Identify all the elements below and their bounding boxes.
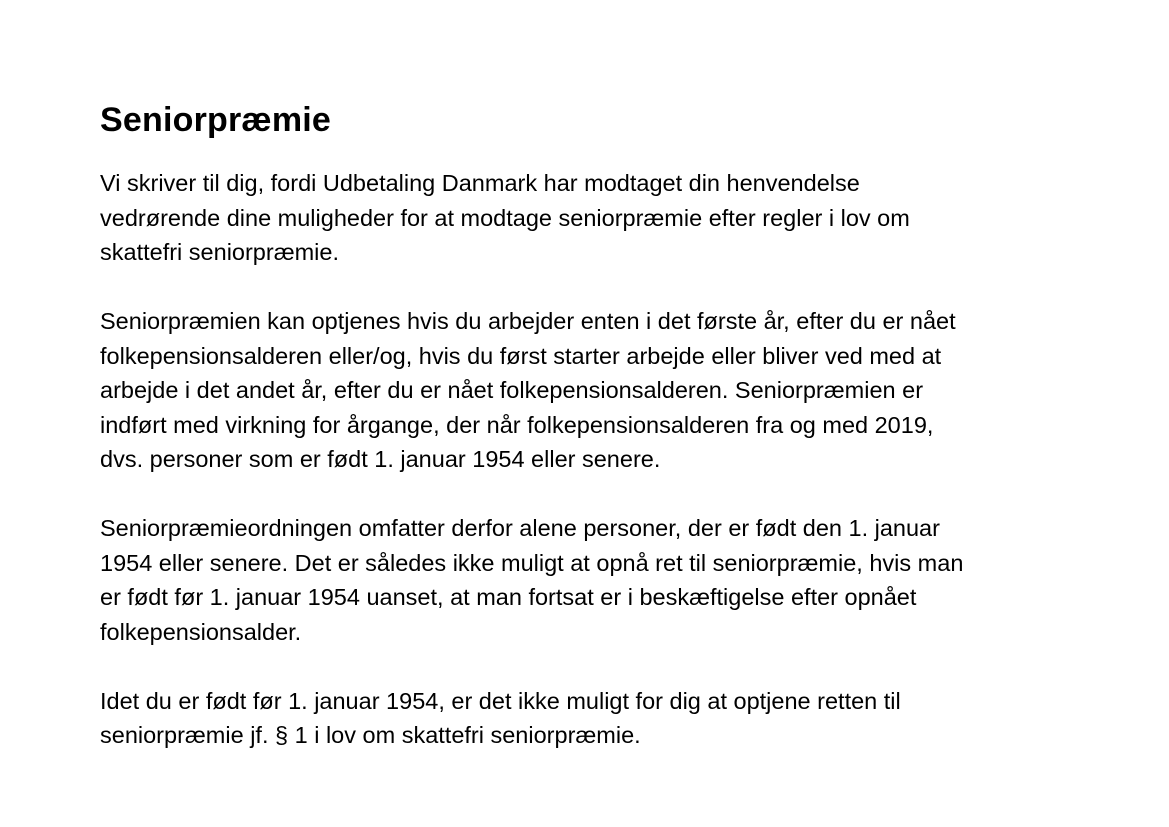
paragraph-line: vedrørende dine muligheder for at modtage seniorpræmie efter regler i lov om bbox=[100, 204, 910, 231]
paragraph-line: arbejde i det andet år, efter du er nået folkepensionsalderen. Seniorpræmien er bbox=[100, 377, 924, 403]
paragraph-intro bbox=[100, 166, 1090, 270]
paragraph-line: indført med virkning for årgange, der når folkepensionsalderen fra og med 2019, bbox=[100, 411, 934, 438]
paragraph-line: folkepensionsalderen eller/og, hvis du først starter arbejde eller bliver ved med at bbox=[100, 342, 942, 369]
paragraph-line: Vi skriver til dig, fordi Udbetaling Danmark har modtaget din henvendelse bbox=[100, 170, 860, 196]
paragraph-line: er født før 1. januar 1954 uanset, at man fortsat er i beskæftigelse efter opnået bbox=[100, 584, 917, 610]
paragraph-line: Idet du er født før 1. januar 1954, er det ikke muligt for dig at optjene retten til bbox=[100, 687, 901, 714]
paragraph-decision bbox=[100, 684, 1090, 753]
document-page bbox=[100, 99, 1090, 753]
paragraph-eligibility bbox=[100, 304, 1090, 477]
paragraph-line: Seniorpræmieordningen omfatter derfor alene personer, der er født den 1. januar bbox=[100, 515, 940, 541]
document-title: Seniorpræmie bbox=[100, 101, 332, 139]
paragraph-line: skattefri seniorpræmie. bbox=[100, 239, 339, 265]
paragraph-scope bbox=[100, 511, 1090, 649]
paragraph-line: 1954 eller senere. Det er således ikke muligt at opnå ret til seniorpræmie, hvis man bbox=[100, 549, 964, 576]
paragraph-line: Seniorpræmien kan optjenes hvis du arbejder enten i det første år, efter du er nået bbox=[100, 308, 956, 334]
paragraph-line: seniorpræmie jf. § 1 i lov om skattefri seniorpræmie. bbox=[100, 722, 641, 748]
paragraph-line: folkepensionsalder. bbox=[100, 618, 302, 645]
paragraph-line: dvs. personer som er født 1. januar 1954 eller senere. bbox=[100, 446, 661, 472]
